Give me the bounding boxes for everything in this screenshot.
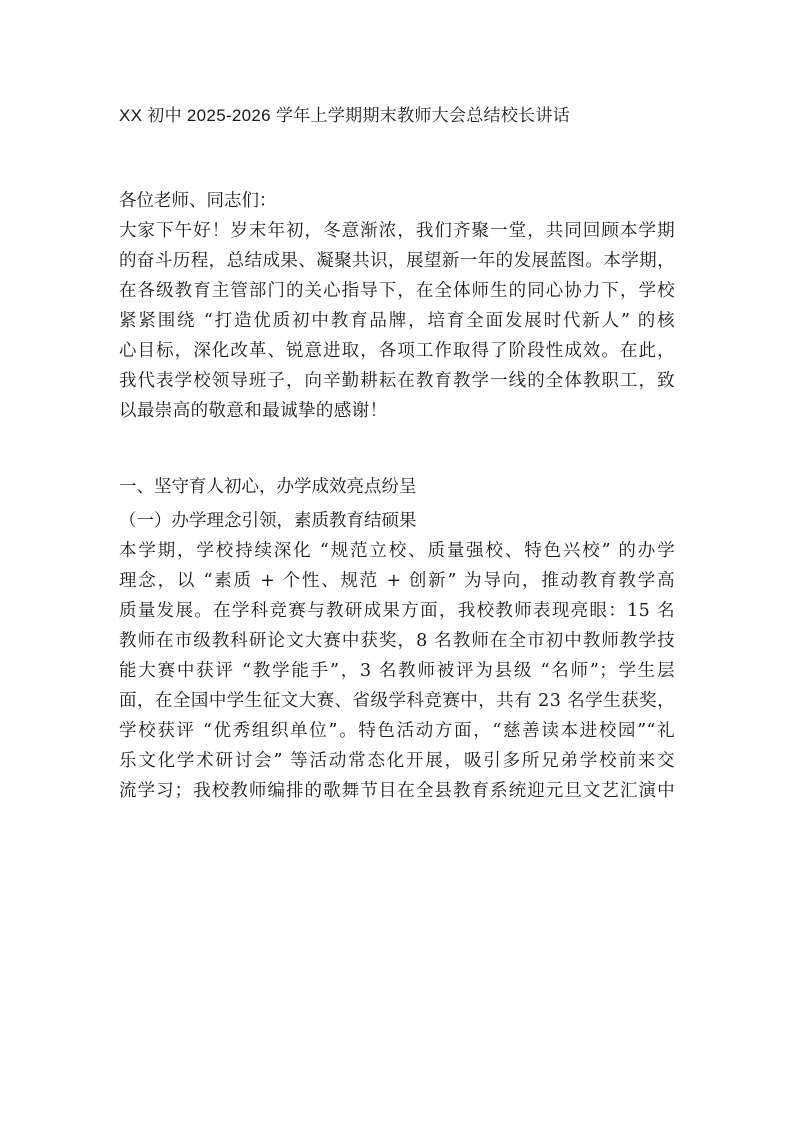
paragraph-line: 在各级教育主管部门的关心指导下，在全体师生的同心协力下，学校 [119, 281, 675, 301]
paragraph-line: 学校获评 “优秀组织单位”。特色活动方面，“慈善读本进校园”“礼 [119, 721, 675, 741]
paragraph-line: 乐文化学术研讨会” 等活动常态化开展，吸引多所兄弟学校前来交 [119, 751, 675, 771]
greeting: 各位老师、同志们： [119, 191, 277, 211]
section-heading: 一、坚守育人初心，办学成效亮点纷呈 [119, 477, 417, 497]
paragraph-line: 本学期，学校持续深化 “规范立校、质量强校、特色兴校” 的办学 [119, 541, 675, 561]
paragraph-line: 紧紧围绕 “打造优质初中教育品牌，培育全面发展时代新人” 的核 [119, 311, 675, 331]
paragraph-line: 流学习；我校教师编排的歌舞节目在全县教育系统迎元旦文艺汇演中 [119, 781, 675, 801]
paragraph-line: 以最崇高的敬意和最诚挚的感谢！ [119, 401, 388, 421]
paragraph-line: 教师在市级教科研论文大赛中获奖，8 名教师在全市初中教师教学技 [119, 631, 675, 651]
paragraph-line: 质量发展。在学科竞赛与教研成果方面，我校教师表现亮眼：15 名 [119, 601, 675, 621]
document-title: XX 初中 2025-2026 学年上学期期末教师大会总结校长讲话 [119, 106, 571, 125]
paragraph-line: 大家下午好！岁末年初，冬意渐浓，我们齐聚一堂，共同回顾本学期 [119, 221, 675, 241]
paragraph-line: 面，在全国中学生征文大赛、省级学科竞赛中，共有 23 名学生获奖， [119, 691, 675, 711]
subsection-heading: （一）办学理念引领，素质教育结硕果 [119, 511, 417, 531]
paragraph-line: 理念，以 “素质 + 个性、规范 + 创新” 为导向，推动教育教学高 [119, 571, 675, 591]
paragraph-line: 能大赛中获评 “教学能手”，3 名教师被评为县级 “名师”；学生层 [119, 661, 675, 681]
subsection-paragraph [119, 536, 675, 806]
paragraph-line: 我代表学校领导班子，向辛勤耕耘在教育教学一线的全体教职工，致 [119, 371, 675, 391]
paragraph-line: 的奋斗历程，总结成果、凝聚共识，展望新一年的发展蓝图。本学期， [119, 251, 675, 271]
paragraph-line: 心目标，深化改革、锐意进取，各项工作取得了阶段性成效。在此， [119, 341, 675, 361]
intro-paragraph [119, 216, 675, 426]
document-page [119, 102, 675, 806]
